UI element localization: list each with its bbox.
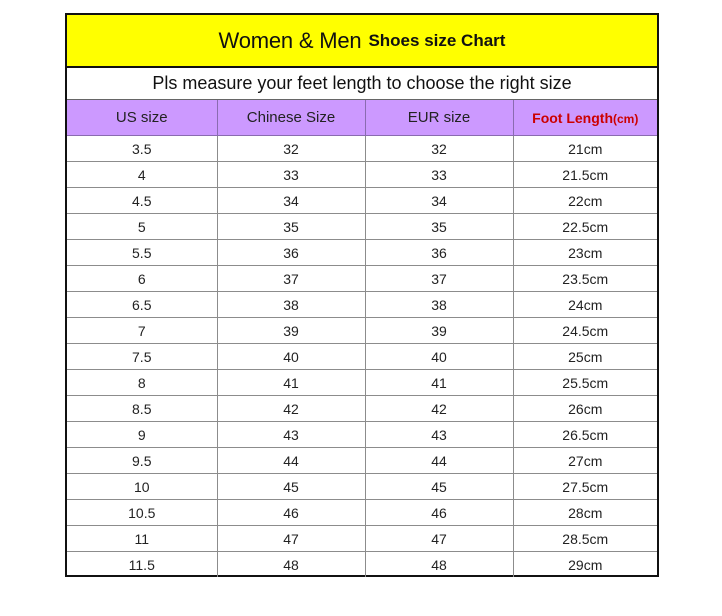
table-row bbox=[67, 136, 657, 162]
cell-chinese-size: 47 bbox=[217, 526, 365, 552]
cell-chinese-size: 44 bbox=[217, 448, 365, 474]
table-row bbox=[67, 474, 657, 500]
cell-eur-size: 36 bbox=[365, 240, 513, 266]
cell-foot-length: 21cm bbox=[513, 136, 657, 162]
cell-chinese-size: 39 bbox=[217, 318, 365, 344]
cell-us-size: 11 bbox=[67, 526, 217, 552]
cell-eur-size: 40 bbox=[365, 344, 513, 370]
header-us-size: US size bbox=[67, 100, 217, 136]
cell-chinese-size: 42 bbox=[217, 396, 365, 422]
cell-foot-length: 25cm bbox=[513, 344, 657, 370]
cell-eur-size: 42 bbox=[365, 396, 513, 422]
table-row bbox=[67, 552, 657, 578]
cell-us-size: 10 bbox=[67, 474, 217, 500]
cell-us-size: 7 bbox=[67, 318, 217, 344]
cell-us-size: 7.5 bbox=[67, 344, 217, 370]
cell-foot-length: 24.5cm bbox=[513, 318, 657, 344]
cell-chinese-size: 43 bbox=[217, 422, 365, 448]
cell-chinese-size: 46 bbox=[217, 500, 365, 526]
cell-foot-length: 28cm bbox=[513, 500, 657, 526]
table-row bbox=[67, 266, 657, 292]
cell-chinese-size: 37 bbox=[217, 266, 365, 292]
cell-eur-size: 45 bbox=[365, 474, 513, 500]
header-chinese-size: Chinese Size bbox=[217, 100, 365, 136]
cell-us-size: 9 bbox=[67, 422, 217, 448]
cell-us-size: 3.5 bbox=[67, 136, 217, 162]
cell-chinese-size: 34 bbox=[217, 188, 365, 214]
table-row bbox=[67, 214, 657, 240]
cell-foot-length: 26cm bbox=[513, 396, 657, 422]
cell-us-size: 4 bbox=[67, 162, 217, 188]
table-row bbox=[67, 292, 657, 318]
cell-eur-size: 41 bbox=[365, 370, 513, 396]
cell-foot-length: 27cm bbox=[513, 448, 657, 474]
cell-us-size: 8.5 bbox=[67, 396, 217, 422]
table-row bbox=[67, 188, 657, 214]
cell-us-size: 4.5 bbox=[67, 188, 217, 214]
cell-foot-length: 23cm bbox=[513, 240, 657, 266]
chart-title-sub: Shoes size Chart bbox=[368, 30, 506, 50]
table-row bbox=[67, 370, 657, 396]
cell-chinese-size: 32 bbox=[217, 136, 365, 162]
header-foot-length bbox=[513, 100, 657, 136]
cell-chinese-size: 45 bbox=[217, 474, 365, 500]
cell-chinese-size: 48 bbox=[217, 552, 365, 578]
table-row bbox=[67, 318, 657, 344]
table-row bbox=[67, 448, 657, 474]
cell-foot-length: 23.5cm bbox=[513, 266, 657, 292]
table-row bbox=[67, 526, 657, 552]
header-foot-length-label: Foot Length bbox=[532, 109, 614, 126]
table-row bbox=[67, 422, 657, 448]
cell-us-size: 9.5 bbox=[67, 448, 217, 474]
table-row bbox=[67, 240, 657, 266]
cell-chinese-size: 35 bbox=[217, 214, 365, 240]
cell-foot-length: 24cm bbox=[513, 292, 657, 318]
cell-eur-size: 33 bbox=[365, 162, 513, 188]
cell-us-size: 10.5 bbox=[67, 500, 217, 526]
cell-foot-length: 22.5cm bbox=[513, 214, 657, 240]
cell-eur-size: 44 bbox=[365, 448, 513, 474]
cell-foot-length: 27.5cm bbox=[513, 474, 657, 500]
cell-eur-size: 34 bbox=[365, 188, 513, 214]
header-foot-length-unit: (cm) bbox=[613, 111, 639, 126]
cell-us-size: 5 bbox=[67, 214, 217, 240]
table-row bbox=[67, 396, 657, 422]
cell-foot-length: 28.5cm bbox=[513, 526, 657, 552]
cell-chinese-size: 41 bbox=[217, 370, 365, 396]
table-header-row bbox=[67, 100, 657, 136]
cell-foot-length: 26.5cm bbox=[513, 422, 657, 448]
cell-chinese-size: 40 bbox=[217, 344, 365, 370]
header-eur-size: EUR size bbox=[365, 100, 513, 136]
cell-eur-size: 37 bbox=[365, 266, 513, 292]
chart-subtitle: Pls measure your feet length to choose the right size bbox=[67, 68, 657, 100]
title-bar bbox=[67, 15, 657, 68]
size-chart bbox=[65, 13, 659, 577]
table-row bbox=[67, 344, 657, 370]
cell-us-size: 8 bbox=[67, 370, 217, 396]
chart-title-main: Women & Men bbox=[218, 27, 362, 53]
cell-eur-size: 48 bbox=[365, 552, 513, 578]
cell-foot-length: 22cm bbox=[513, 188, 657, 214]
table-row bbox=[67, 500, 657, 526]
cell-chinese-size: 33 bbox=[217, 162, 365, 188]
cell-eur-size: 39 bbox=[365, 318, 513, 344]
size-table bbox=[67, 100, 657, 577]
cell-eur-size: 47 bbox=[365, 526, 513, 552]
cell-us-size: 11.5 bbox=[67, 552, 217, 578]
table-body bbox=[67, 136, 657, 578]
cell-chinese-size: 38 bbox=[217, 292, 365, 318]
cell-us-size: 6.5 bbox=[67, 292, 217, 318]
cell-us-size: 5.5 bbox=[67, 240, 217, 266]
cell-eur-size: 38 bbox=[365, 292, 513, 318]
cell-eur-size: 32 bbox=[365, 136, 513, 162]
cell-foot-length: 25.5cm bbox=[513, 370, 657, 396]
cell-eur-size: 46 bbox=[365, 500, 513, 526]
cell-foot-length: 29cm bbox=[568, 556, 603, 573]
cell-eur-size: 43 bbox=[365, 422, 513, 448]
cell-us-size: 6 bbox=[67, 266, 217, 292]
table-row bbox=[67, 162, 657, 188]
cell-foot-length: 21.5cm bbox=[513, 162, 657, 188]
cell-eur-size: 35 bbox=[365, 214, 513, 240]
cell-chinese-size: 36 bbox=[217, 240, 365, 266]
